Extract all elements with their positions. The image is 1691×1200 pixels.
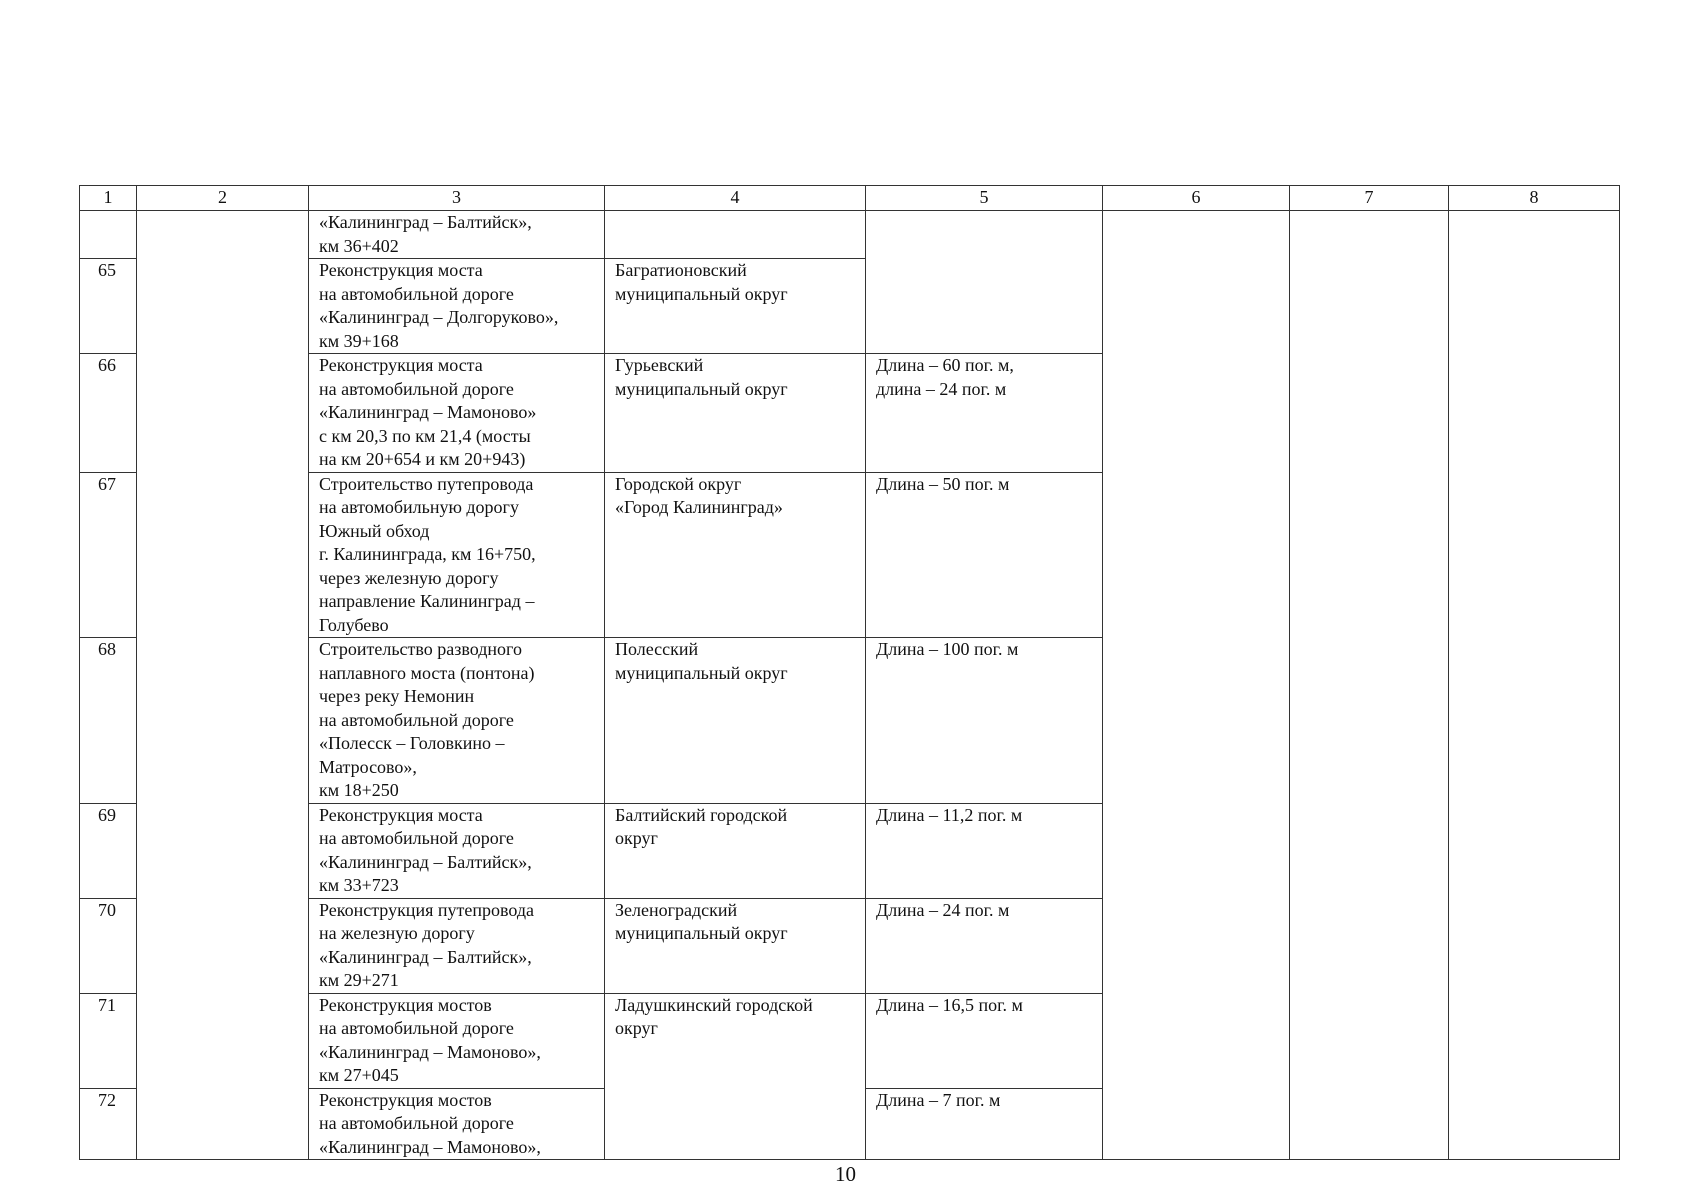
params-cell: Длина – 24 пог. м: [866, 898, 1103, 993]
row-number-cell: 68: [80, 638, 137, 804]
row-number-cell: 65: [80, 259, 137, 354]
col-2-cell: [137, 211, 309, 1160]
location-cell: [605, 211, 866, 259]
object-cell: Реконструкция путепровода на железную дорогу «Калининград – Балтийск», км 29+271: [309, 898, 605, 993]
header-col-2: 2: [137, 186, 309, 211]
params-cell: Длина – 11,2 пог. м: [866, 803, 1103, 898]
header-col-8: 8: [1449, 186, 1620, 211]
row-number-cell: 66: [80, 354, 137, 473]
location-cell: Зеленоградский муниципальный округ: [605, 898, 866, 993]
object-cell: Реконструкция моста на автомобильной дороге «Калининград – Балтийск», км 33+723: [309, 803, 605, 898]
object-cell: Строительство разводного наплавного моста (понтона) через реку Немонин на автомобильной дороге «Полесск – Головкино – Матросово», км 18+250: [309, 638, 605, 804]
row-number-cell: 67: [80, 472, 137, 638]
object-cell: Реконструкция моста на автомобильной дороге «Калининград – Мамоново» с км 20,3 по км 21,4 (мосты на км 20+654 и км 20+943): [309, 354, 605, 473]
location-cell: Багратионовский муниципальный округ: [605, 259, 866, 354]
header-col-3: 3: [309, 186, 605, 211]
params-cell: Длина – 60 пог. м, длина – 24 пог. м: [866, 354, 1103, 473]
params-cell: Длина – 16,5 пог. м: [866, 993, 1103, 1088]
row-number-cell: 69: [80, 803, 137, 898]
header-col-1: 1: [80, 186, 137, 211]
object-cell: Реконструкция мостов на автомобильной дороге «Калининград – Мамоново», км 27+045: [309, 993, 605, 1088]
location-cell: Гурьевский муниципальный округ: [605, 354, 866, 473]
params-cell: [866, 211, 1103, 354]
row-number-cell: 70: [80, 898, 137, 993]
location-cell: Городской округ «Город Калининград»: [605, 472, 866, 638]
col-8-cell: [1449, 211, 1620, 1160]
object-cell: Реконструкция мостов на автомобильной дороге «Калининград – Мамоново»,: [309, 1088, 605, 1160]
location-cell: Ладушкинский городской округ: [605, 993, 866, 1160]
row-number-cell: 72: [80, 1088, 137, 1160]
col-6-cell: [1103, 211, 1290, 1160]
params-cell: Длина – 7 пог. м: [866, 1088, 1103, 1160]
object-cell: Строительство путепровода на автомобильную дорогу Южный обход г. Калининграда, км 16+750, через железную дорогу направление Калининград – Голубево: [309, 472, 605, 638]
table-header-row: [80, 186, 1620, 211]
object-cell: «Калининград – Балтийск», км 36+402: [309, 211, 605, 259]
location-cell: Полесский муниципальный округ: [605, 638, 866, 804]
page-number: 10: [835, 1162, 856, 1186]
header-col-4: 4: [605, 186, 866, 211]
header-col-7: 7: [1290, 186, 1449, 211]
params-cell: Длина – 100 пог. м: [866, 638, 1103, 804]
header-col-5: 5: [866, 186, 1103, 211]
params-cell: Длина – 50 пог. м: [866, 472, 1103, 638]
row-number-cell: [80, 211, 137, 259]
location-cell: Балтийский городской округ: [605, 803, 866, 898]
table-row: [80, 211, 1620, 259]
row-number-cell: 71: [80, 993, 137, 1088]
header-col-6: 6: [1103, 186, 1290, 211]
objects-table: [79, 185, 1620, 1160]
col-7-cell: [1290, 211, 1449, 1160]
object-cell: Реконструкция моста на автомобильной дороге «Калининград – Долгоруково», км 39+168: [309, 259, 605, 354]
